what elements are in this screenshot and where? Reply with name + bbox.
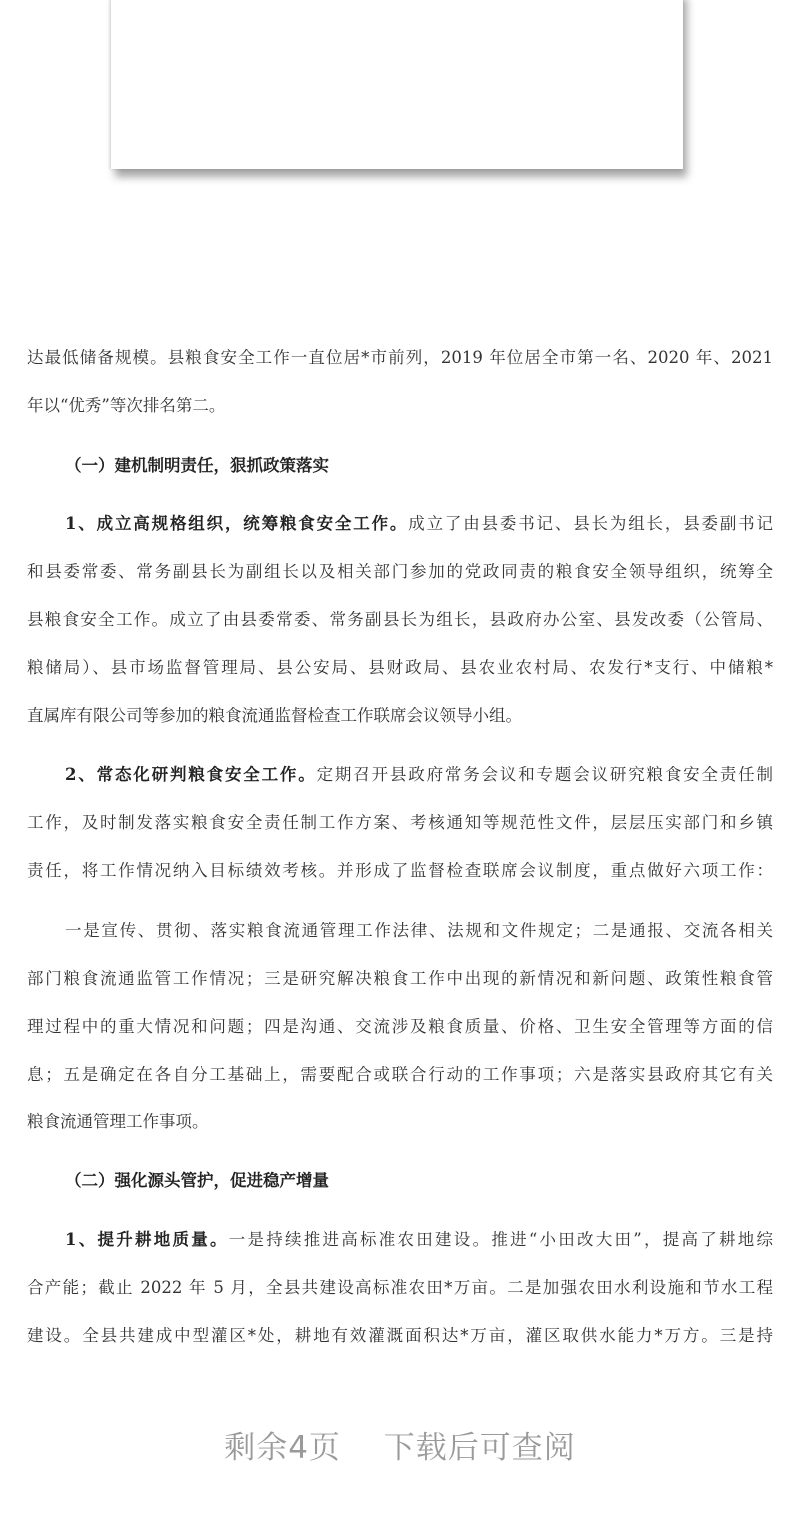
line-text: 粮食流通管理工作事项。: [27, 1112, 209, 1131]
download-prompt[interactable]: [0, 1422, 800, 1467]
paragraph-line: [27, 813, 773, 833]
paragraph-line: [27, 348, 773, 368]
paragraph-line: [27, 562, 773, 582]
heading-text: （二）强化源头管护，促进稳产增量: [65, 1171, 329, 1190]
paragraph-line: [27, 658, 773, 678]
line-text: 一是持续推进高标准农田建设。推进“小田改大田”，提高了耕地综: [228, 1230, 773, 1249]
line-text: 一是宣传、贯彻、落实粮食流通管理工作法律、法规和文件规定；二是通报、交流各相关: [65, 921, 773, 940]
paragraph-line: [27, 861, 773, 881]
paragraph-line: [27, 1326, 773, 1346]
paragraph-line: [27, 1112, 773, 1132]
paragraph-line: [65, 765, 773, 785]
line-text: 达最低储备规模。县粮食安全工作一直位居*市前列，2019 年位居全市第一名、2020 年、2021: [27, 348, 773, 367]
paragraph-line: [65, 514, 773, 534]
line-text: 部门粮食流通监管工作情况；三是研究解决粮食工作中出现的新情况和新问题、政策性粮食管: [27, 969, 773, 988]
line-text: 成立了由县委书记、县长为组长，县委副书记: [408, 514, 773, 533]
line-text: 和县委常委、常务副县长为副组长以及相关部门参加的党政同责的粮食安全领导组织，统筹全: [27, 562, 773, 581]
download-to-view-label: 下载后可查阅: [383, 1430, 576, 1466]
line-text: 责任，将工作情况纳入目标绩效考核。并形成了监督检查联席会议制度，重点做好六项工作：: [27, 861, 773, 880]
bold-lead-text: 1、提升耕地质量。: [65, 1230, 229, 1249]
section-heading: [65, 456, 329, 476]
document-page-preview: [111, 0, 683, 169]
line-text: 合产能；截止 2022 年 5 月，全县共建设高标准农田*万亩。二是加强农田水利设施和节水工程: [27, 1278, 773, 1297]
paragraph-line: [27, 1278, 773, 1298]
bold-lead-text: 2、常态化研判粮食安全工作。: [65, 765, 317, 784]
remaining-pages-label: 剩余4页: [224, 1430, 341, 1466]
line-text: 县粮食安全工作。成立了由县委常委、常务副县长为组长，县政府办公室、县发改委（公管局、: [27, 610, 773, 629]
paragraph-line: [65, 921, 773, 941]
bold-lead-text: 1、成立高规格组织，统筹粮食安全工作。: [65, 514, 409, 533]
line-text: 直属库有限公司等参加的粮食流通监督检查工作联席会议领导小组。: [27, 706, 522, 725]
heading-text: （一）建机制明责任，狠抓政策落实: [65, 456, 329, 475]
line-text: 定期召开县政府常务会议和专题会议研究粮食安全责任制: [316, 765, 773, 784]
line-text: 工作，及时制发落实粮食安全责任制工作方案、考核通知等规范性文件，层层压实部门和乡镇: [27, 813, 773, 832]
section-heading: [65, 1171, 329, 1191]
line-text: 年以“优秀”等次排名第二。: [27, 396, 226, 415]
paragraph-line: [65, 1230, 773, 1250]
paragraph-line: [27, 1065, 773, 1085]
paragraph-line: [27, 969, 773, 989]
paragraph-line: [27, 396, 773, 416]
paragraph-line: [27, 706, 773, 726]
paragraph-line: [27, 610, 773, 630]
line-text: 粮储局）、县市场监督管理局、县公安局、县财政局、县农业农村局、农发行*支行、中储粮*: [27, 658, 773, 677]
line-text: 建设。全县共建成中型灌区*处，耕地有效灌溉面积达*万亩，灌区取供水能力*万方。三是持: [27, 1326, 773, 1345]
paragraph-line: [27, 1017, 773, 1037]
line-text: 理过程中的重大情况和问题；四是沟通、交流涉及粮食质量、价格、卫生安全管理等方面的信: [27, 1017, 773, 1036]
line-text: 息；五是确定在各自分工基础上，需要配合或联合行动的工作事项；六是落实县政府其它有关: [27, 1065, 773, 1084]
